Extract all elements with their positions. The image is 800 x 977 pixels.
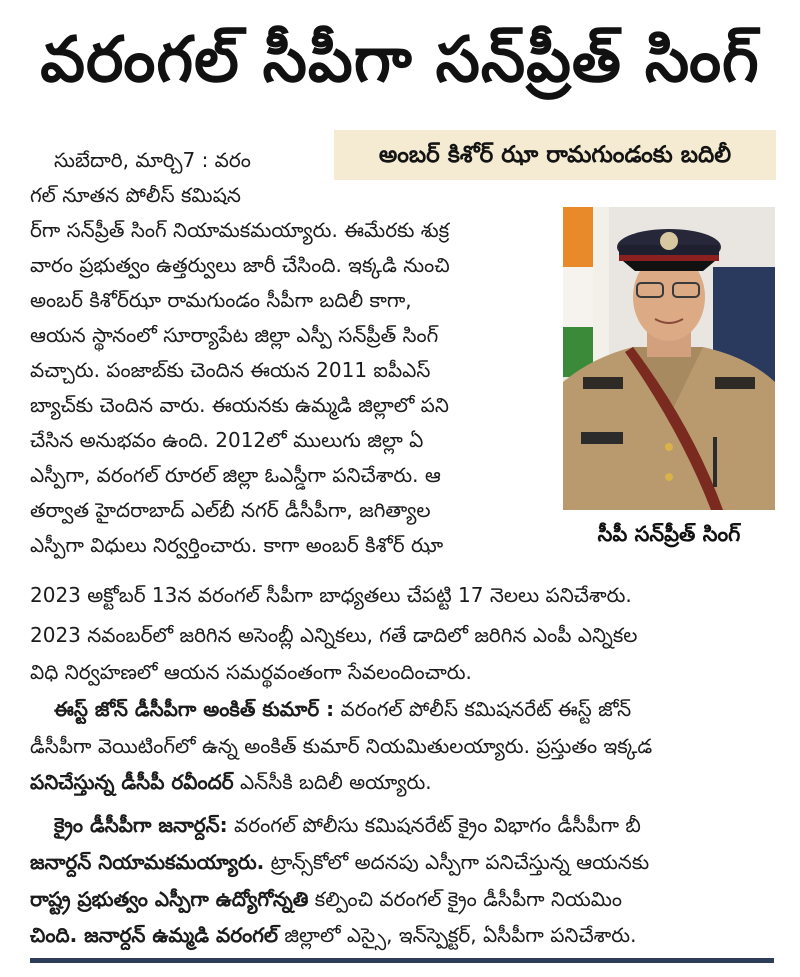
para-east-zone-line	[30, 765, 774, 799]
para-crime-line	[30, 882, 774, 916]
body-text: ఎన్‌సీకి బదిలీ అయ్యారు.	[233, 770, 432, 794]
para-crime-line	[30, 918, 774, 952]
body-line: ర్‌గా సన్‌ప్రీత్ సింగ్ నియామకమయ్యారు. ఈమేరకు శుక్ర	[30, 218, 450, 242]
body-text: జిల్లాలో ఎస్సై, ఇన్‌స్పెక్టర్, ఏసీపీగా పనిచేశారు.	[278, 923, 637, 947]
para-crime-line	[30, 808, 774, 842]
bold-text: జనార్దన్ నియామకమయ్యారు.	[30, 850, 265, 874]
body-text: వరంగల్ పోలీసు కమిషనరేట్ క్రైం విభాగం డీసీపీగా బీ	[227, 813, 641, 837]
body-line: తర్వాత హైదరాబాద్ ఎల్‌బీ నగర్ డీసీపీగా, జగిత్యాల	[30, 498, 431, 522]
bold-text: చింది. జనార్దన్ ఉమ్మడి వరంగల్	[30, 923, 279, 947]
body-text: కల్పించి వరంగల్ క్రైం డీసీపీగా నియమిం	[308, 887, 623, 911]
subheadline-box: అంబర్ కిశోర్ ఝా రామగుండంకు బదిలీ	[334, 130, 776, 180]
body-line: వారం ప్రభుత్వం ఉత్తర్వులు జారీ చేసింది. ఇక్కడి నుంచి	[30, 253, 450, 277]
headline: వరంగల్ సీపీగా సన్‌ప్రీత్ సింగ్	[40, 23, 760, 96]
body-line: ఆయన స్థానంలో సూర్యాపేట జిల్లా ఎస్పీ సన్‌ప్రీత్ సింగ్	[30, 323, 439, 347]
officer-photo	[563, 207, 775, 510]
body-text: ట్రాన్స్‌కోలో అదనపు ఎస్పీగా పనిచేస్తున్న ఆయనకు	[264, 850, 650, 874]
body-line: 2023 నవంబర్‌లో జరిగిన అసెంబ్లీ ఎన్నికలు, గతే డాదిలో జరిగిన ఎంపీ ఎన్నికల	[30, 623, 638, 647]
para-east-zone-line	[30, 692, 774, 726]
body-line: చేసిన అనుభవం ఉంది. 2012లో ములుగు జిల్లా ఏ	[30, 428, 424, 452]
body-line: గల్ నూతన పోలీస్ కమిషన	[30, 183, 241, 207]
body-line: బ్యాచ్‌కు చెందిన వారు. ఈయనకు ఉమ్మడి జిల్లాలో పని	[30, 393, 449, 417]
subsection-lead-east-zone: ఈస్ట్ జోన్ డీసీపీగా అంకిత్ కుమార్ :	[54, 697, 335, 721]
bold-text: పనిచేస్తున్న డీసీపీ రవీందర్	[30, 770, 234, 794]
body-line: సుబేదారి, మార్చి7 : వరం	[54, 148, 251, 172]
body-line: విధి నిర్వహణలో ఆయన సమర్థవంతంగా సేవలందించారు.	[30, 660, 472, 684]
bold-text: రాష్ట్ర ప్రభుత్వం ఎస్పీగా ఉద్యోగోన్నతి	[30, 887, 309, 911]
body-line: ఎస్పీగా విధులు నిర్వర్తించారు. కాగా అంబర్ కిశోర్ ఝా	[30, 533, 444, 557]
para-crime-line	[30, 845, 774, 879]
body-text: వరంగల్ పోలీస్ కమిషనరేట్ ఈస్ట్ జోన్	[334, 697, 632, 721]
subsection-lead-crime: క్రైం డీసీపీగా జనార్దన్:	[54, 813, 228, 837]
body-line: ఎస్పీగా, వరంగల్ రూరల్ జిల్లా ఓఎస్డీగా పనిచేశారు. ఆ	[30, 463, 441, 487]
photo-caption: సీపీ సన్‌ప్రీత్ సింగ్	[597, 522, 741, 546]
body-line: అంబర్ కిశోర్‌ఝా రామగుండం సీపీగా బదిలీ కాగా,	[30, 288, 412, 312]
bottom-divider	[30, 958, 774, 963]
body-line: డీసీపీగా వెయిటింగ్‌లో ఉన్న అంకిత్ కుమార్ నియమితులయ్యారు. ప్రస్తుతం ఇక్కడ	[30, 734, 653, 758]
body-line: వచ్చారు. పంజాబ్‌కు చెందిన ఈయన 2011 ఐపీఎస్	[30, 358, 431, 382]
body-line: 2023 అక్టోబర్ 13న వరంగల్ సీపీగా బాధ్యతలు చేపట్టి 17 నెలలు పనిచేశారు.	[30, 583, 632, 607]
